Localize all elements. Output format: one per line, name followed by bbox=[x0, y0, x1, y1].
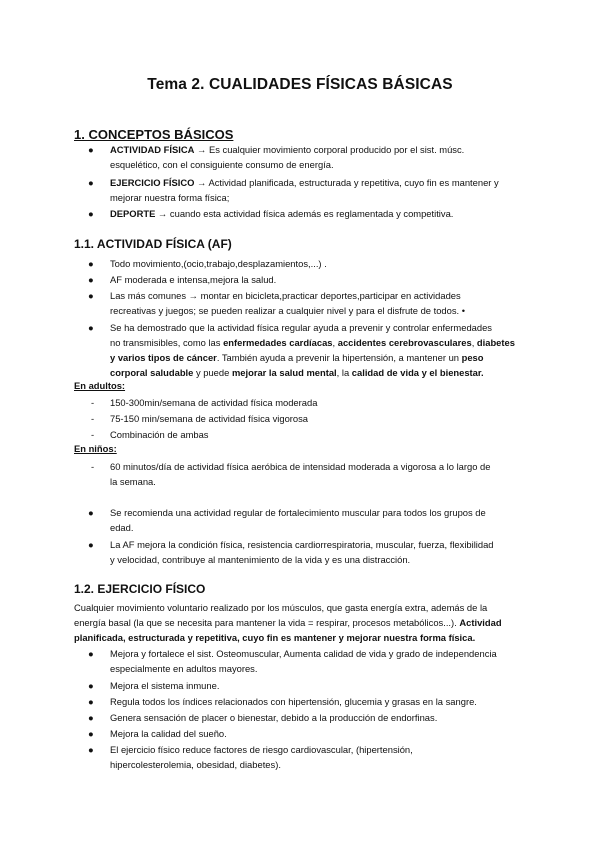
list-item-deporte: DEPORTE → cuando esta actividad física además es reglamentada y competitiva. bbox=[110, 208, 454, 219]
list-item-line: esquelético, con el consiguiente consumo de energía. bbox=[110, 159, 334, 170]
list-item: 60 minutos/día de actividad física aeróbica de intensidad moderada a vigorosa a lo largo de bbox=[110, 461, 491, 472]
list-item-line: la semana. bbox=[110, 476, 156, 487]
list-item: Mejora y fortalece el sist. Osteomuscular, Aumenta calidad de vida y grado de independencia bbox=[110, 648, 497, 659]
subheading-ninos: En niños: bbox=[74, 443, 117, 454]
list-item: Se ha demostrado que la actividad física regular ayuda a prevenir y controlar enfermedades bbox=[110, 322, 492, 333]
list-item-ejercicio-fisico: EJERCICIO FÍSICO → Actividad planificada, estructurada y repetitiva, cuyo fin es mantener y bbox=[110, 177, 499, 188]
bullet-icon: ● bbox=[88, 507, 94, 518]
list-item: 150-300min/semana de actividad física moderada bbox=[110, 397, 318, 408]
list-item-line: y varios tipos de cáncer. También ayuda a prevenir la hipertensión, a mantener un peso bbox=[110, 352, 484, 363]
paragraph-line: planificada, estructurada y repetitiva, cuyo fin es mantener y mejorar nuestra forma física. bbox=[74, 632, 476, 643]
list-item-actividad-fisica: ACTIVIDAD FÍSICA → Es cualquier movimiento corporal producido por el sist. músc. bbox=[110, 144, 465, 155]
bullet-icon: ● bbox=[88, 208, 94, 219]
list-item: Regula todos los índices relacionados con hipertensión, glucemia y grasas en la sangre. bbox=[110, 696, 477, 707]
section-heading-ejercicio-fisico: 1.2. EJERCICIO FÍSICO bbox=[74, 582, 206, 596]
dash-icon: - bbox=[91, 429, 95, 440]
list-item: Genera sensación de placer o bienestar, debido a la producción de endorfinas. bbox=[110, 712, 438, 723]
list-item: Mejora la calidad del sueño. bbox=[110, 728, 227, 739]
dash-icon: - bbox=[91, 461, 95, 472]
paragraph-line: Cualquier movimiento voluntario realizado por los músculos, que gasta energía extra, además de la bbox=[74, 602, 488, 613]
list-item: Todo movimiento,(ocio,trabajo,desplazamientos,...) . bbox=[110, 258, 327, 269]
subheading-adultos: En adultos: bbox=[74, 380, 126, 391]
list-item: Las más comunes → montar en bicicleta,practicar deportes,participar en actividades bbox=[110, 290, 461, 301]
bullet-icon: ● bbox=[88, 274, 94, 285]
list-item-line: recreativas y juegos; se pueden realizar a cualquier nivel y para el disfrute de todos. • bbox=[110, 305, 466, 316]
list-item: 75-150 min/semana de actividad física vigorosa bbox=[110, 413, 309, 424]
list-item: Mejora el sistema inmune. bbox=[110, 680, 220, 691]
bullet-icon: ● bbox=[88, 144, 94, 155]
bullet-icon: ● bbox=[88, 680, 94, 691]
bullet-icon: ● bbox=[88, 712, 94, 723]
section-heading-conceptos: 1. CONCEPTOS BÁSICOS bbox=[74, 127, 234, 142]
bullet-icon: ● bbox=[88, 290, 94, 301]
list-item-line: especialmente en adultos mayores. bbox=[110, 663, 258, 674]
list-item-line: hipercolesterolemia, obesidad, diabetes). bbox=[110, 759, 281, 770]
list-item: Combinación de ambas bbox=[110, 429, 209, 440]
list-item-line: corporal saludable y puede mejorar la salud mental, la calidad de vida y el bienestar. bbox=[110, 367, 484, 378]
bullet-icon: ● bbox=[88, 177, 94, 188]
list-item-line: mejorar nuestra forma física; bbox=[110, 192, 230, 203]
list-item: La AF mejora la condición física, resistencia cardiorrespiratoria, muscular, fuerza, flexibilidad bbox=[110, 539, 494, 550]
list-item-line: edad. bbox=[110, 522, 134, 533]
list-item-line: y velocidad, contribuye al mantenimiento de la vida y es una distracción. bbox=[110, 554, 411, 565]
dash-icon: - bbox=[91, 397, 95, 408]
page-title: Tema 2. CUALIDADES FÍSICAS BÁSICAS bbox=[147, 76, 453, 93]
section-heading-actividad-fisica: 1.1. ACTIVIDAD FÍSICA (AF) bbox=[74, 237, 232, 251]
bullet-icon: ● bbox=[88, 322, 94, 333]
bullet-icon: ● bbox=[88, 728, 94, 739]
paragraph-line: energía basal (la que se necesita para mantener la vida = respirar, procesos metabólicos...). Actividad bbox=[74, 617, 502, 628]
list-item-line: no transmisibles, como las enfermedades cardíacas, accidentes cerebrovasculares, diabetes bbox=[110, 337, 515, 348]
list-item: AF moderada e intensa,mejora la salud. bbox=[110, 274, 277, 285]
list-item: El ejercicio físico reduce factores de riesgo cardiovascular, (hipertensión, bbox=[110, 744, 413, 755]
list-item: Se recomienda una actividad regular de fortalecimiento muscular para todos los grupos de bbox=[110, 507, 486, 518]
bullet-icon: ● bbox=[88, 539, 94, 550]
bullet-icon: ● bbox=[88, 258, 94, 269]
bullet-icon: ● bbox=[88, 696, 94, 707]
dash-icon: - bbox=[91, 413, 95, 424]
bullet-icon: ● bbox=[88, 744, 94, 755]
bullet-icon: ● bbox=[88, 648, 94, 659]
